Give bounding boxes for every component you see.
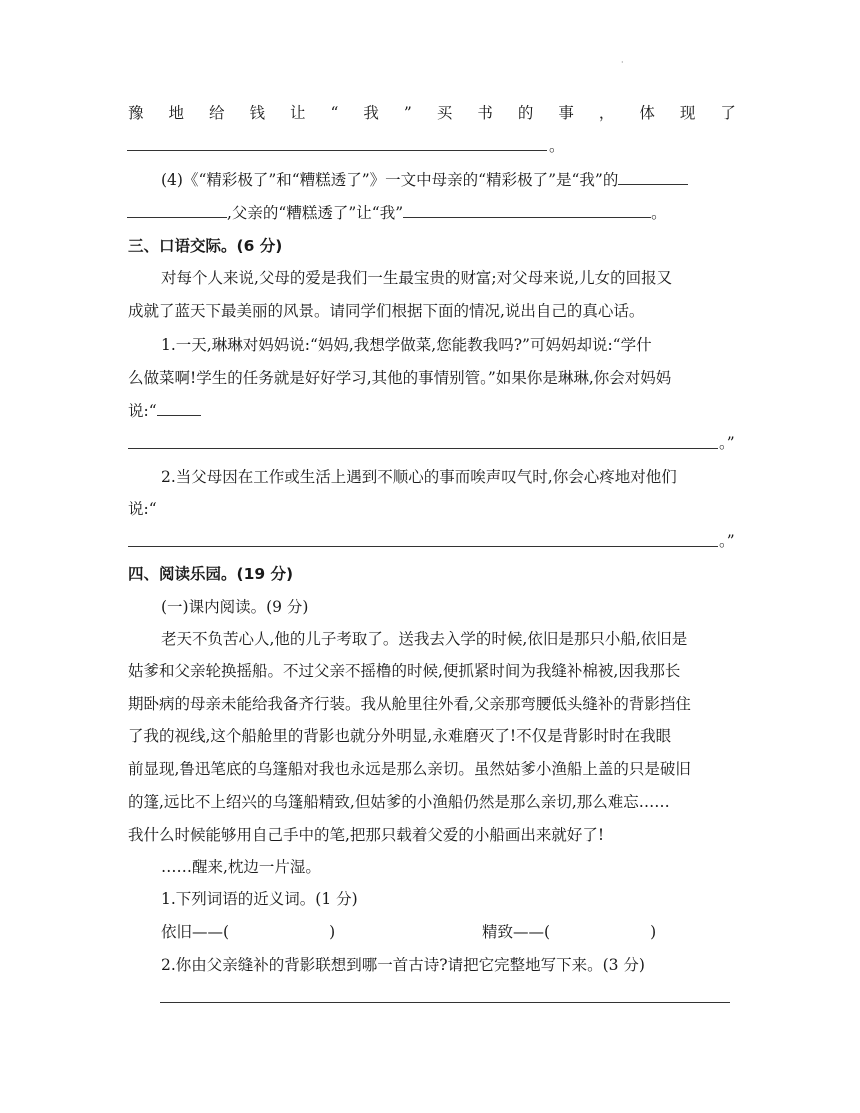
passage-line: 姑爹和父亲轮换摇船。不过父亲不摇橹的时候,便抓紧时间为我缝补棉被,因我那长 [128,662,681,680]
char: 事 [558,104,574,122]
oral-question-1-line-1: 1.一天,琳琳对妈妈说:“妈妈,我想学做菜,您能教我吗?”可妈妈却说:“学什 [161,336,652,354]
corner-mark: · [621,58,624,67]
blank [403,203,651,218]
char: ， [598,104,615,122]
reading-question-2: 2.你由父亲缝补的背影联想到哪一首古诗?请把它完整地写下来。(3 分) [161,956,645,974]
blank [157,401,201,416]
char: 豫 [128,104,144,122]
passage-line: 的篷,远比不上绍兴的乌篷船精致,但姑爹的小渔船仍然是那么亲切,那么难忘…… [128,793,670,811]
char: 地 [168,104,185,122]
synonym-item-2: 精致——( ) [482,923,657,941]
period: 。 [549,137,565,155]
section-4-title: 四、阅读乐园。(19 分) [128,565,294,583]
char: ” [403,104,412,122]
char: 让 [290,104,306,122]
char: 了 [720,104,736,122]
synonym-item-1: 依旧——( ) [161,923,336,941]
char: “ [330,104,339,122]
close-quote: 。” [719,532,735,550]
reading-question-1: 1.下列词语的近义词。(1 分) [161,890,358,908]
passage-line: 了我的视线,这个船舱里的背影也就分外明显,永难磨灭了!不仅是背影时时在我眼 [128,727,672,745]
passage-line: 我什么时候能够用自己手中的笔,把那只载着父爱的小船画出来就好了! [128,826,605,844]
char: 体 [639,104,655,122]
oral-question-1-line-3: 说:“ [128,401,201,421]
passage-line: 期卧病的母亲未能给我备齐行装。我从舱里往外看,父亲那弯腰低头缝补的背影挡住 [128,695,691,713]
oral-question-2-line-2: 说:“ [128,500,157,518]
char: 钱 [249,104,266,122]
char: 现 [679,104,696,122]
oral-question-2-line-1: 2.当父母因在工作或生活上遇到不顺心的事而唉声叹气时,你会心疼地对他们 [161,468,677,486]
char: 我 [363,104,379,122]
question-4-line-1: (4)《“精彩极了”和“糟糕透了”》一文中母亲的“精彩极了”是“我”的 [161,170,688,190]
answer-line [128,448,718,449]
section-3-intro-1: 对每个人来说,父母的爱是我们一生最宝贵的财富;对父母来说,儿女的回报又 [161,269,673,287]
passage-line: 前显现,鲁迅笔底的乌篷船对我也永远是那么亲切。虽然姑爹小渔船上盖的只是破旧 [128,760,691,778]
question-4-line-2: ,父亲的“糟糕透了”让“我” 。 [127,203,667,223]
char: 给 [209,104,225,122]
section-3-title: 三、口语交际。(6 分) [128,237,283,255]
char: 书 [477,104,493,122]
answer-line [160,1002,730,1003]
blank [127,203,227,218]
close-quote: 。” [719,434,735,452]
passage-line: 老天不负苦心人,他的儿子考取了。送我去入学的时候,依旧是那只小船,依旧是 [161,630,688,648]
blank [618,170,688,185]
subsection-title: (一)课内阅读。(9 分) [161,598,309,616]
passage-line: ……醒来,枕边一片湿。 [161,858,321,876]
answer-line [128,546,718,547]
section-3-intro-2: 成就了蓝天下最美丽的风景。请同学们根据下面的情况,说出自己的真心话。 [128,302,645,320]
answer-line [127,150,547,151]
char: 的 [517,104,534,122]
oral-question-1-line-2: 么做菜啊!学生的任务就是好好学习,其他的事情别管。”如果你是琳琳,你会对妈妈 [128,369,672,387]
continued-question-text [128,103,736,123]
char: 买 [436,104,453,122]
